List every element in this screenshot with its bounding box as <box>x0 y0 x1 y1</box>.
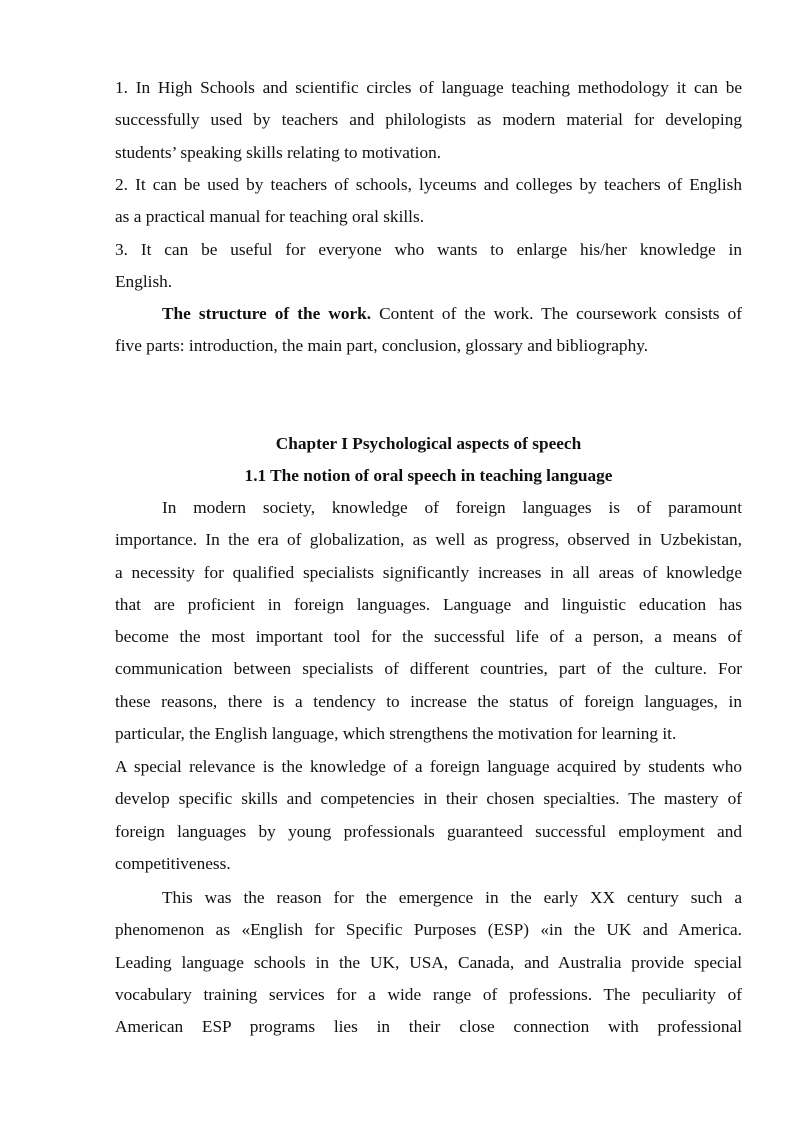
text-line: become the most important tool for the successful life of a person, a means of <box>115 627 742 647</box>
list-item-1 <box>115 72 742 169</box>
list-item-2 <box>115 169 742 234</box>
text-line: American ESP programs lies in their close connection with professional <box>115 1017 742 1037</box>
text-line: that are proficient in foreign languages. Language and linguistic education has <box>115 594 742 614</box>
body-paragraph-2 <box>115 751 742 880</box>
chapter-title: Chapter I Psychological aspects of speech <box>275 434 582 453</box>
list-item-3 <box>115 234 742 299</box>
body-paragraph-1 <box>115 492 742 750</box>
body-paragraph-3 <box>115 882 742 1043</box>
text-line: This was the reason for the emergence in the early XX century such a <box>162 888 742 907</box>
text-line: 1. In High Schools and scientific circles of language teaching methodology it can be <box>115 78 742 97</box>
text-line: communication between specialists of different countries, part of the culture. For <box>115 659 742 679</box>
text-line: 3. It can be useful for everyone who wants to enlarge his/her knowledge in <box>115 240 742 259</box>
text-line: phenomenon as «English for Specific Purposes (ESP) «in the UK and America. <box>115 920 742 940</box>
text-line: A special relevance is the knowledge of a foreign language acquired by students who <box>115 757 742 776</box>
section-title: 1.1 The notion of oral speech in teaching language <box>244 466 613 485</box>
text-line: a necessity for qualified specialists significantly increases in all areas of knowledge <box>115 562 742 582</box>
text-line: vocabulary training services for a wide range of professions. The peculiarity of <box>115 984 742 1004</box>
text-line: In modern society, knowledge of foreign languages is of paramount <box>162 498 742 517</box>
text-line: foreign languages by young professionals guaranteed successful employment and <box>115 821 742 841</box>
text-line: competitiveness. <box>115 853 231 873</box>
text-line: particular, the English language, which strengthens the motivation for learning it. <box>115 724 677 744</box>
text-line: 2. It can be used by teachers of schools, lyceums and colleges by teachers of English <box>115 175 742 194</box>
structure-text: Content of the work. The coursework consists of <box>371 304 742 323</box>
text-line: successfully used by teachers and philologists as modern material for developing <box>115 110 742 130</box>
text-line: develop specific skills and competencies in their chosen specialties. The mastery of <box>115 789 742 809</box>
text-line: students’ speaking skills relating to motivation. <box>115 142 442 162</box>
text-line: five parts: introduction, the main part, conclusion, glossary and bibliography. <box>115 336 649 356</box>
text-line: as a practical manual for teaching oral skills. <box>115 207 425 227</box>
structure-paragraph <box>115 298 742 363</box>
structure-heading: The structure of the work. <box>162 304 372 323</box>
text-line <box>115 298 742 330</box>
text-line: Leading language schools in the UK, USA, Canada, and Australia provide special <box>115 952 742 972</box>
text-line: these reasons, there is a tendency to increase the status of foreign languages, in <box>115 691 742 711</box>
text-line: importance. In the era of globalization, as well as progress, observed in Uzbekistan, <box>115 530 742 550</box>
text-line: English. <box>115 272 173 292</box>
